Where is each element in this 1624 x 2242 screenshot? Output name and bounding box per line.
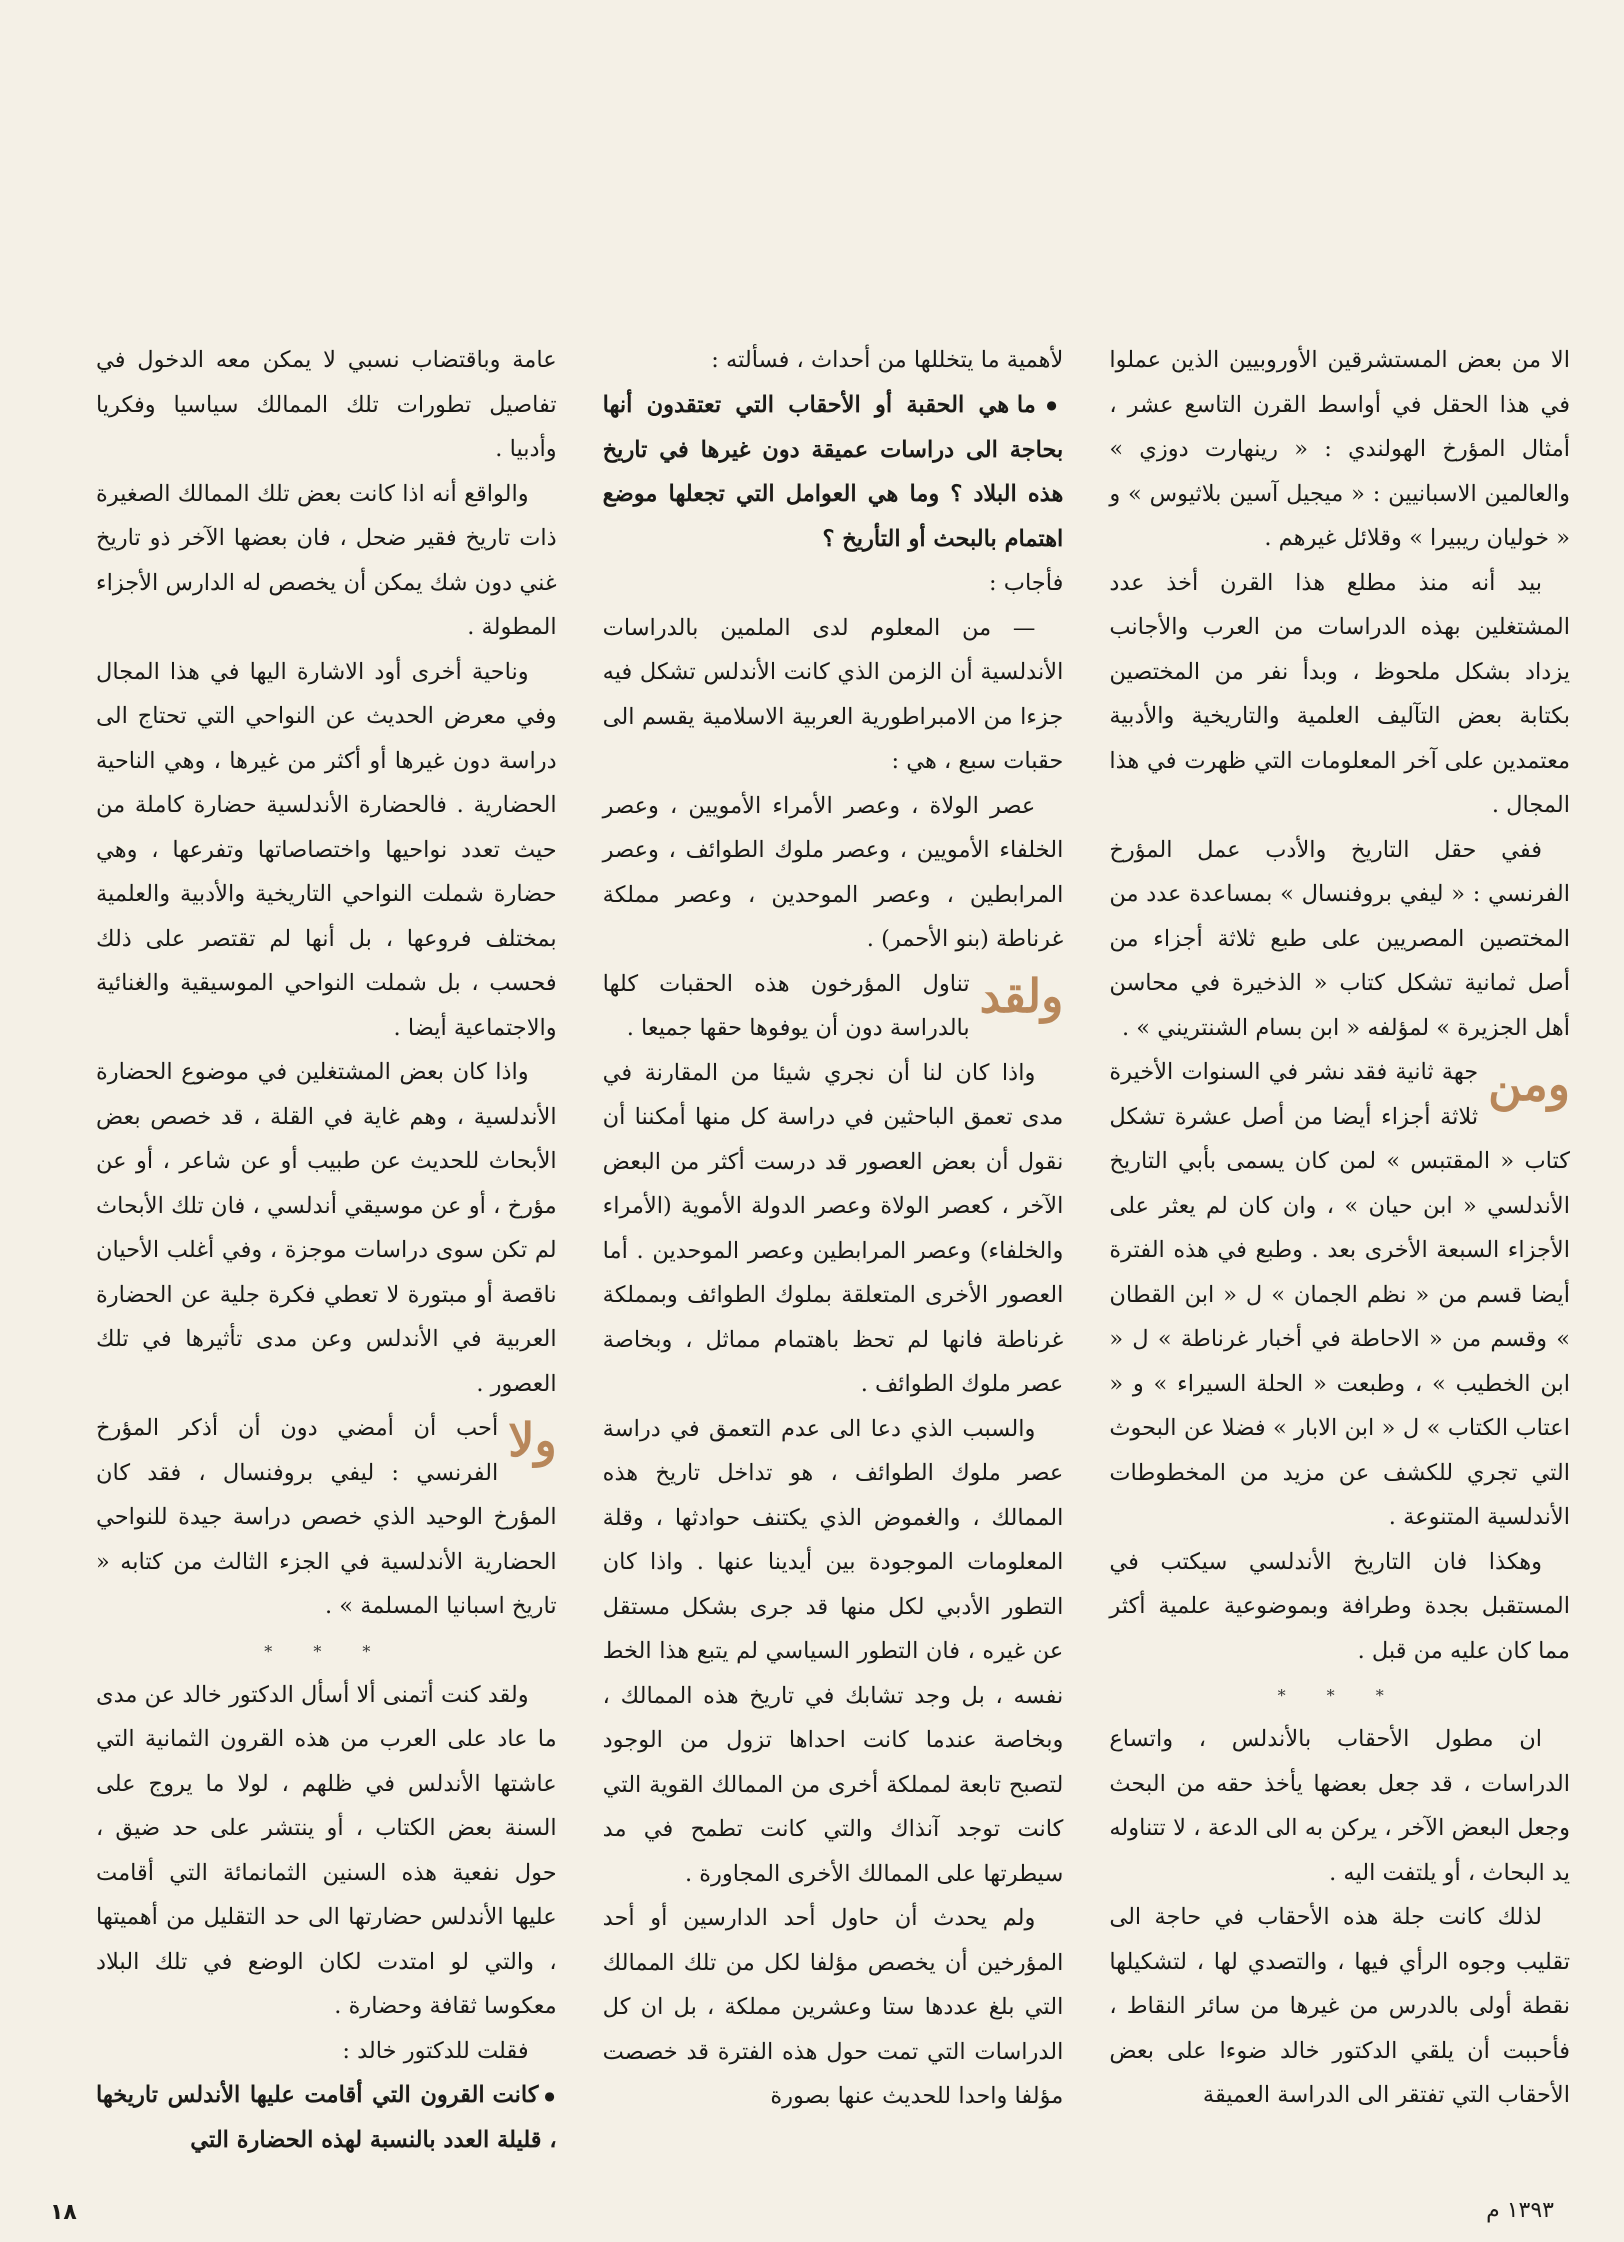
paragraph-with-ornament <box>603 962 1064 1051</box>
paragraph: فقلت للدكتور خالد : <box>342 2037 529 2064</box>
paragraph: بيد أنه منذ مطلع هذا القرن أخذ عدد المشتغلين بهذه الدراسات من العرب والأجانب يزداد بشكل ملحوظ ، وبدأ نفر من المختصين بكتابة بعض التآليف العلمية والتاريخية والأدبية معتمدين على آخر المعلومات التي ظهرت في هذا المجال . <box>1109 569 1570 818</box>
paragraph-text: تناول المؤرخون هذه الحقبات كلها بالدراسة دون أن يوفوها حقها جميعا . <box>602 970 970 1042</box>
paragraph: ولم يحدث أن حاول أحد الدارسين أو أحد المؤرخين أن يخصص مؤلفا لكل من تلك الممالك التي بلغ عددها ستا وعشرين مملكة ، بل ان كل الدراسات التي تمت حول هذه الفترة قد خصصت مؤلفا واحدا للحديث عنها بصورة <box>602 1905 1064 2110</box>
interview-question: ● كانت القرون التي أقامت عليها الأندلس تاريخها ، قليلة العدد بالنسبة لهذه الحضارة التي <box>96 2073 557 2163</box>
paragraph-text: جهة ثانية فقد نشر في السنوات الأخيرة ثلاثة أجزاء أيضا من أصل عشرة تشكل كتاب « المقتبس » لمن كان يسمى بأبي التاريخ الأندلسي « ابن حيان » ، وان كان لم يعثر على الأجزاء السبعة الأخرى بعد . وطبع في هذه الفترة أيضا قسم من « نظم الجمان » ل « ابن القطان » وقسم من « الاحاطة في أخبار غرناطة » ل « ابن الخطيب » ، وطبعت « الحلة السيراء » و « اعتاب الكتاب » ل « ابن الابار » فضلا عن البحوث التي تجري للكشف عن مزيد من المخطوطات الأندلسية المتنوعة . <box>1109 1059 1570 1530</box>
section-separator: * * * <box>1277 1686 1402 1705</box>
paragraph: ان مطول الأحقاب بالأندلس ، واتساع الدراسات ، قد جعل بعضها يأخذ حقه من البحث وجعل البعض الآخر ، يركن به الى الدعة ، لا تتناوله يد البحاث ، أو يلتفت اليه . <box>1109 1726 1570 1886</box>
section-separator: * * * <box>264 1641 389 1661</box>
paragraph: والواقع أنه اذا كانت بعض تلك الممالك الصغيرة ذات تاريخ فقير ضحل ، فان بعضها الآخر ذو تاريخ غني دون شك يمكن أن يخصص له الدارس الأجزاء المطولة . <box>95 480 557 640</box>
page-number: ١٨ <box>50 2200 77 2225</box>
paragraph: وهكذا فان التاريخ الأندلسي سيكتب في المستقبل بجدة وطرافة وبموضوعية علمية أكثر مما كان عليه من قبل . <box>1109 1548 1570 1664</box>
paragraph-with-ornament <box>1109 1050 1570 1540</box>
article-columns <box>95 338 1570 2154</box>
paragraph: واذا كان لنا أن نجري شيئا من المقارنة في مدى تعمق الباحثين في دراسة كل منها أمكننا أن نقول أن بعض العصور قد درست أكثر من البعض الآخر ، كعصر الولاة وعصر الدولة الأموية (الأمراء والخلفاء) وعصر المرابطين وعصر الموحدين . أما العصور الأخرى المتعلقة بملوك الطوائف وبمملكة غرناطة فانها لم تحظ باهتمام مماثل ، وبخاصة عصر ملوك الطوائف . <box>602 1059 1064 1398</box>
paragraph: عصر الولاة ، وعصر الأمراء الأمويين ، وعصر الخلفاء الأمويين ، وعصر ملوك الطوائف ، وعصر المرابطين ، وعصر الموحدين ، وعصر مملكة غرناطة (بنو الأحمر) . <box>602 792 1064 953</box>
paragraph: واذا كان بعض المشتغلين في موضوع الحضارة الأندلسية ، وهم غاية في القلة ، قد خصص بعض الأبحاث للحديث عن طبيب أو عن شاعر ، أو عن مؤرخ ، أو عن موسيقي أندلسي ، فان تلك الأبحاث لم تكن سوى دراسات موجزة ، وفي أغلب الأحيان ناقصة أو مبتورة لا تعطي فكرة جلية عن الحضارة العربية في الأندلس وعن مدى تأثيرها في تلك العصور . <box>95 1059 557 1397</box>
paragraph: ففي حقل التاريخ والأدب عمل المؤرخ الفرنسي : « ليفي بروفنسال » بمساعدة عدد من المختصين المصريين على طبع ثلاثة أجزاء من أصل ثمانية تشكل كتاب « الذخيرة في محاسن أهل الجزيرة » لمؤلفه « ابن بسام الشنتريني » . <box>1109 836 1570 1041</box>
paragraph: — من المعلوم لدى الملمين بالدراسات الأندلسية أن الزمن الذي كانت الأندلس تشكل فيه جزءا من الامبراطورية العربية الاسلامية يقسم الى حقبات سبع ، هي : <box>602 614 1064 775</box>
paragraph-text: أحب أن أمضي دون أن أذكر المؤرخ الفرنسي : ليفي بروفنسال ، فقد كان المؤرخ الوحيد الذي خصص دراسة جيدة للنواحي الحضارية الأندلسية في الجزء الثالث من كتابه « تاريخ اسبانيا المسلمة » . <box>95 1415 557 1619</box>
answer-lead: فأجاب : <box>989 570 1064 597</box>
ornamental-initial: ولقد <box>979 968 1064 1023</box>
paragraph: لأهمية ما يتخللها من أحداث ، فسألته : <box>711 347 1064 373</box>
paragraph: وناحية أخرى أود الاشارة اليها في هذا المجال وفي معرض الحديث عن النواحي التي تحتاج الى دراسة دون غيرها أو أكثر من غيرها ، وهي الناحية الحضارية . فالحضارة الأندلسية حضارة كاملة من حيث تعدد نواحيها واختصاصاتها وتفرعها ، وهي حضارة شملت النواحي التاريخية والأدبية والعلمية بمختلف فروعها ، بل أنها لم تقتصر على ذلك فحسب ، بل شملت النواحي الموسيقية والغنائية والاجتماعية أيضا . <box>95 658 557 1041</box>
column-left <box>95 338 557 2154</box>
paragraph: عامة وباقتضاب نسبي لا يمكن معه الدخول في تفاصيل تطورات تلك الممالك سياسيا وفكريا وأدبيا . <box>95 347 557 462</box>
column-right <box>1109 338 1570 2118</box>
paragraph: والسبب الذي دعا الى عدم التعمق في دراسة عصر ملوك الطوائف ، هو تداخل تاريخ هذه الممالك ، والغموض الذي يكتنف حوادثها ، وقلة المعلومات الموجودة بين أيدينا عنها . واذا كان التطور الأدبي لكل منها قد جرى بشكل مستقل عن غيره ، فان التطور السياسي لم يتبع هذا الخط نفسه ، بل وجد تشابك في تاريخ هذه الممالك ، وبخاصة عندما كانت احداها تزول من الوجود لتصبح تابعة لمملكة أخرى من الممالك القوية التي كانت توجد آنذاك والتي كانت تطمح في مد سيطرتها على الممالك الأخرى المجاورة . <box>602 1415 1064 1887</box>
paragraph-with-ornament <box>96 1406 557 1629</box>
interview-question: ● ما هي الحقبة أو الأحقاب التي تعتقدون أنها بحاجة الى دراسات عميقة دون غيرها في تاريخ هذه البلاد ؟ وما هي العوامل التي تجعلها موضع اهتمام بالبحث أو التأريخ ؟ <box>603 383 1064 562</box>
issue-date: ١٣٩٣ م <box>1486 2198 1554 2223</box>
paragraph: الا من بعض المستشرقين الأوروبيين الذين عملوا في هذا الحقل في أواسط القرن التاسع عشر ، أمثال المؤرخ الهولندي : « رينهارت دوزي » والعالمين الاسبانيين : « ميجيل آسين بلاثيوس » و « خوليان ريبيرا » وقلائل غيرهم . <box>1109 347 1570 551</box>
paragraph: لذلك كانت جلة هذه الأحقاب في حاجة الى تقليب وجوه الرأي فيها ، والتصدي لها ، لتشكيلها نقطة أولى بالدرس من غيرها من سائر النقاط ، فأحببت أن يلقي الدكتور خالد ضوءا على بعض الأحقاب التي تفتقر الى الدراسة العميقة <box>1109 1904 1570 2108</box>
ornamental-initial: ومن <box>1488 1057 1570 1111</box>
paragraph: ولقد كنت أتمنى ألا أسأل الدكتور خالد عن مدى ما عاد على العرب من هذه القرون الثمانية التي عاشتها الأندلس في ظلهم ، لولا ما يروج على السنة بعض الكتاب ، أو ينتشر على حد ضيق ، حول نفعية هذه السنين الثمانمائة التي أقامت عليها الأندلس حضارتها الى حد التقليل من أهميتها ، والتي لو امتدت لكان الوضع في تلك البلاد معكوسا ثقافة وحضارة . <box>95 1681 557 2019</box>
ornamental-initial: ولا <box>508 1413 557 1467</box>
column-middle <box>603 338 1064 2118</box>
